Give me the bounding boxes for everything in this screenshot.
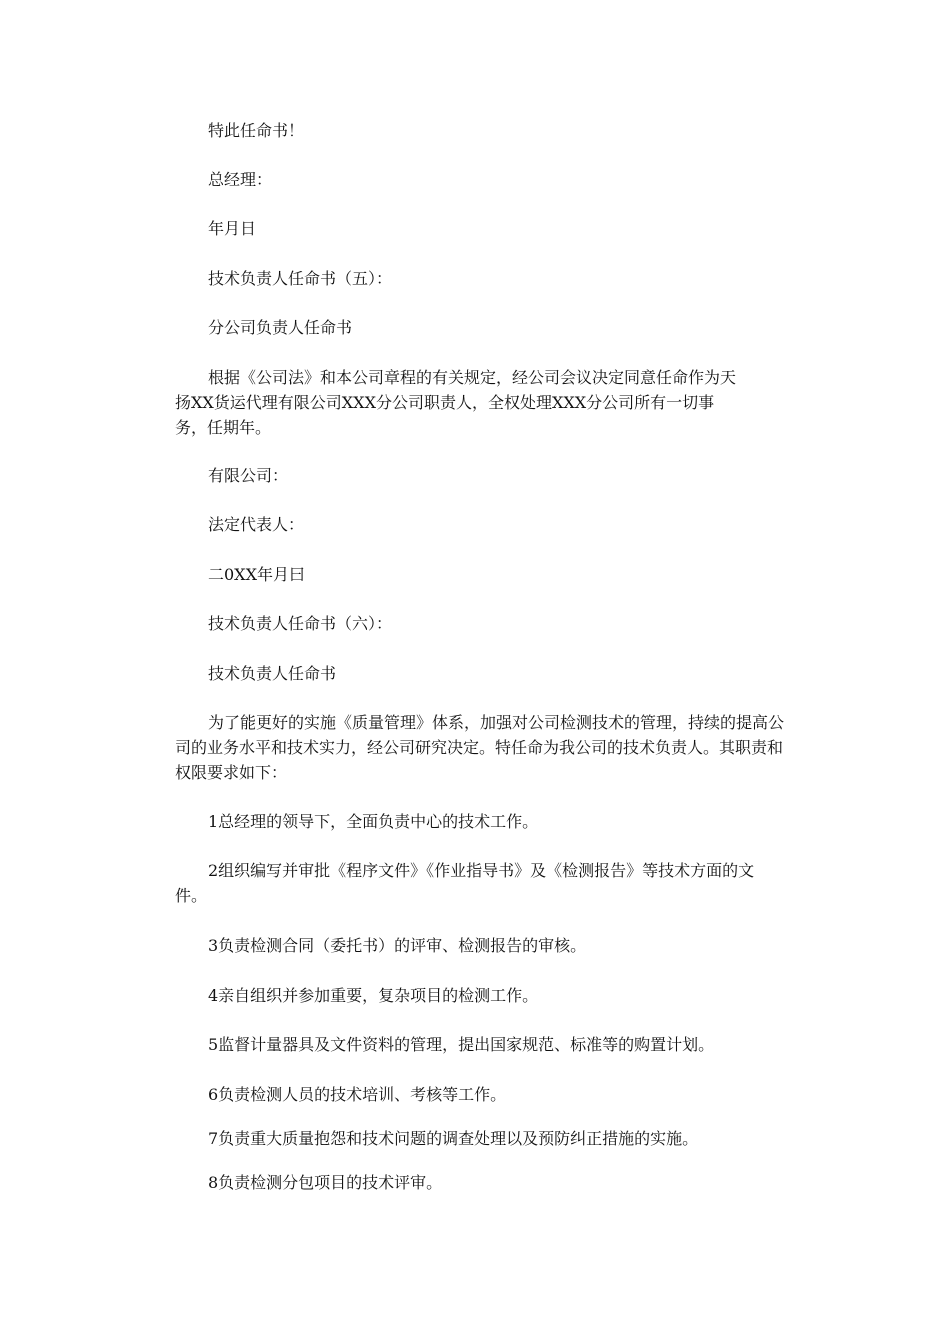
list-item-5: 5监督计量器具及文件资料的管理，提出国家规范、标准等的购置计划。 — [208, 1035, 715, 1054]
paragraph-company: 有限公司： — [208, 466, 289, 485]
paragraph-closing: 特此任命书！ — [208, 121, 305, 140]
paragraph-legal-rep: 法定代表人： — [208, 515, 305, 534]
paragraph-heading-five: 技术负责人任命书（五）： — [208, 269, 393, 288]
list-item-3: 3负责检测合同（委托书）的评审、检测报告的审核。 — [208, 936, 587, 955]
list-item-2: 2组织编写并审批《程序文件》《作业指导书》及《检测报告》等技术方面的文件。 — [175, 861, 755, 905]
list-item-1: 1总经理的领导下，全面负责中心的技术工作。 — [208, 812, 539, 831]
paragraph-date: 年月日 — [208, 219, 257, 238]
list-item-4: 4亲自组织并参加重要，复杂项目的检测工作。 — [208, 986, 539, 1005]
paragraph-branch-title: 分公司负责人任命书 — [208, 318, 353, 337]
paragraph-tech-title: 技术负责人任命书 — [208, 664, 337, 683]
paragraph-appointment-body: 根据《公司法》和本公司章程的有关规定，经公司会议决定同意任命作为天扬XX货运代理有限公司XXX分公司职责人，全权处理XXX分公司所有一切事务，任期年。 — [175, 368, 737, 437]
list-item-7: 7负责重大质量抱怨和技术问题的调查处理以及预防纠正措施的实施。 — [208, 1129, 699, 1148]
list-item-8: 8负责检测分包项目的技术评审。 — [208, 1173, 443, 1192]
paragraph-heading-six: 技术负责人任命书（六）： — [208, 614, 393, 633]
paragraph-general-manager: 总经理： — [208, 170, 273, 189]
list-item-6: 6负责检测人员的技术培训、考核等工作。 — [208, 1085, 507, 1104]
paragraph-date-2: 二0XX年月曰 — [208, 565, 305, 584]
paragraph-tech-body: 为了能更好的实施《质量管理》体系，加强对公司检测技术的管理，持续的提高公司的业务水平和技术实力，经公司研究决定。特任命为我公司的技术负责人。其职责和权限要求如下： — [175, 713, 785, 782]
